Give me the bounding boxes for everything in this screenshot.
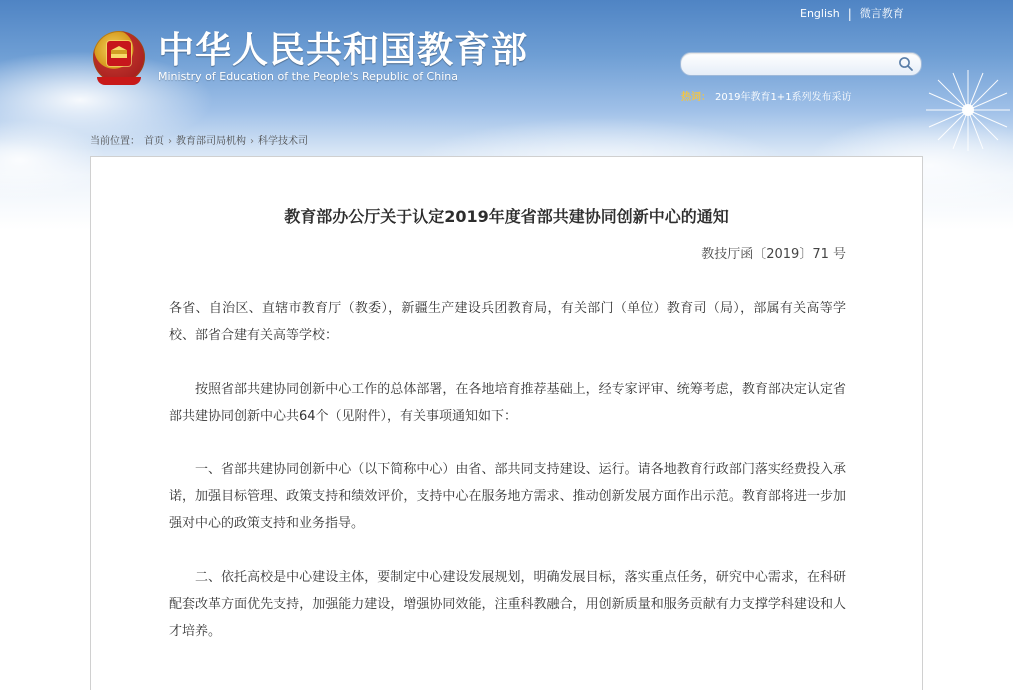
- top-links-separator: |: [847, 7, 852, 21]
- national-emblem-icon: [93, 31, 145, 83]
- hot-words-link[interactable]: 2019年教育1+1系列发布采访: [715, 92, 852, 103]
- breadcrumb: [90, 135, 350, 149]
- article-title: 教育部办公厅关于认定2019年度省部共建协同创新中心的通知: [284, 207, 729, 226]
- breadcrumb-bureaus[interactable]: 教育部司局机构: [176, 136, 246, 147]
- search-button[interactable]: [897, 55, 915, 73]
- top-links: [800, 7, 925, 21]
- breadcrumb-science-tech-department[interactable]: 科学技术司: [258, 136, 308, 147]
- document-number: 教技厅函〔2019〕71 号: [701, 247, 846, 262]
- site-title-cn: 中华人民共和国教育部: [158, 30, 529, 71]
- hot-words-label: 热词：: [681, 92, 711, 103]
- breadcrumb-home[interactable]: 首页: [144, 136, 164, 147]
- site-title-en: Ministry of Education of the People's Republic of China: [158, 70, 458, 83]
- hot-words: [681, 91, 921, 105]
- article-paragraph: 一、省部共建协同创新中心（以下简称中心）由省、部共同支持建设、运行。请各地教育行政部门落实经费投入承诺，加强目标管理、政策支持和绩效评价，支持中心在服务地方需求、推动创新发展方面作出示范。教育部将进一步加强对中心的政策支持和业务指导。: [169, 462, 846, 531]
- search-icon: [897, 55, 915, 73]
- breadcrumb-separator: ›: [168, 136, 172, 147]
- breadcrumb-label: 当前位置：: [90, 136, 140, 147]
- article-paragraph: 二、依托高校是中心建设主体，要制定中心建设发展规划，明确发展目标，落实重点任务，研究中心需求，在科研配套改革方面优先支持，加强能力建设，增强协同效能，注重科教融合，用创新质量和服务贡献有力支撑学科建设和人才培养。: [169, 570, 846, 639]
- breadcrumb-separator: ›: [250, 136, 254, 147]
- article-paragraph: 按照省部共建协同创新中心工作的总体部署，在各地培育推荐基础上，经专家评审、统筹考虑，教育部决定认定省部共建协同创新中心共64个（见附件），有关事项通知如下：: [169, 382, 846, 424]
- recipients-paragraph: 各省、自治区、直辖市教育厅（教委），新疆生产建设兵团教育局，有关部门（单位）教育司（局），部属有关高等学校、部省合建有关高等学校：: [169, 301, 846, 343]
- emblem-ribbon: [97, 77, 141, 85]
- dandelion-icon: [920, 65, 1013, 155]
- weibo-link[interactable]: 微言教育: [859, 7, 904, 20]
- search-input[interactable]: [691, 56, 881, 72]
- search-box: [680, 52, 922, 76]
- english-link[interactable]: English: [800, 7, 840, 20]
